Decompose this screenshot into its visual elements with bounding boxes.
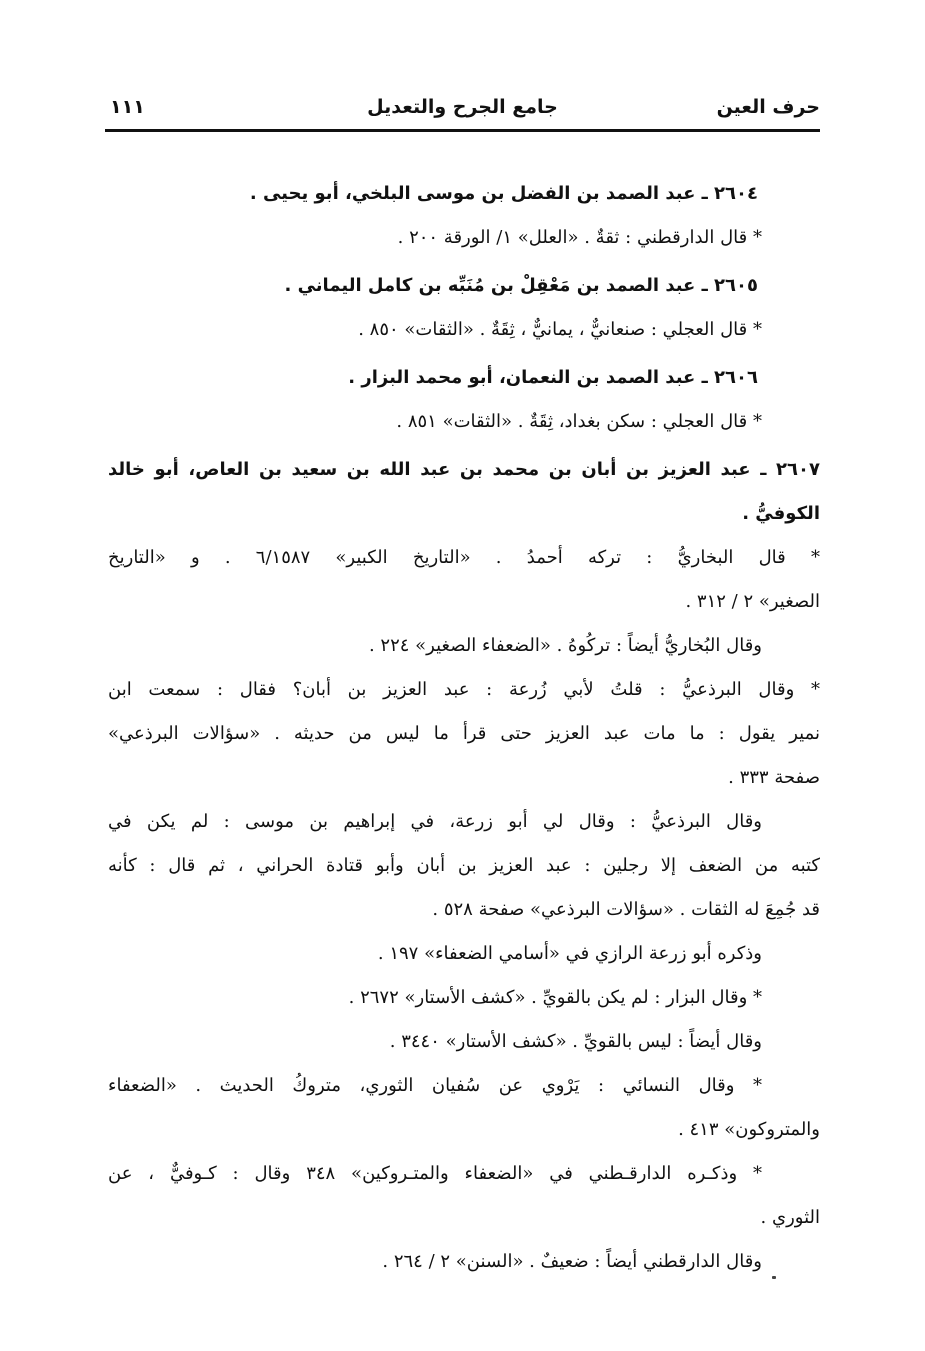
entry-2607-bardhai-2-cont: كتبه من الضعف إلا رجلين : عبد العزيز بن أبان وأبو قتادة الحراني ، ثم قال : كأنه (108, 855, 820, 876)
entry-2607-nasai: * وقال النسائي : يَرْوي عن سُفيان الثوري، متروكُ الحديث . «الضعفاء (108, 1075, 762, 1096)
page-number: ١١١ (110, 96, 145, 118)
header-rule (105, 129, 820, 132)
entry-2607-daraqutni: * وذكـره الدارقـطني في «الضعفاء والمتـروكين» ٣٤٨ وقال : كـوفيٌّ ، عن (108, 1163, 762, 1184)
entry-2606-quote: * قال العجلي : سكن بغداد، ثِقَةٌ . «الثقات» ٨٥١ . (396, 411, 762, 432)
entry-2607-bazzar: * وقال البزار : لم يكن بالقويِّ . «كشف الأستار» ٢٦٧٢ . (348, 987, 762, 1008)
entry-2607-bukhari-2: وقال البُخاريُّ أيضاً : تركُوهُ . «الضعفاء الصغير» ٢٢٤ . (368, 635, 762, 656)
entry-2606-heading: ٢٦٠٦ ـ عبد الصمد بن النعمان، أبو محمد البزار . (348, 367, 758, 388)
entry-2605-quote: * قال العجلي : صنعانيٌّ ، يمانيٌّ ، ثِقَةٌ . «الثقات» ٨٥٠ . (358, 319, 762, 340)
page-body (108, 172, 820, 1284)
entry-2607-bardhai-cont: نمير يقول : ما مات عبد العزيز حتى قرأ ما ليس من حديثه . «سؤالات البرذعي» (108, 723, 820, 744)
entry-2607-bukhari-cont: الصغير» ٢ / ٣١٢ . (685, 591, 820, 612)
entry-2607-bardhai-2-cont-2: قد جُمِعَ له الثقات . «سؤالات البرذعي» صفحة ٥٢٨ . (432, 899, 820, 920)
scan-speck (772, 1276, 776, 1279)
entry-2607-daraqutni-2: وقال الدارقطني أيضاً : ضعيفٌ . «السنن» ٢ / ٢٦٤ . (382, 1251, 762, 1272)
entry-2607-bardhai: * وقال البرذعيُّ : قلتُ لأبي زُرعة : عبد العزيز بن أبان؟ فقال : سمعت ابن (108, 679, 820, 700)
chapter-title: حرف العين (716, 96, 820, 118)
entry-2605-heading: ٢٦٠٥ ـ عبد الصمد بن مَعْقِلْ بن مُنَبِّه بن كامل اليماني . (284, 275, 758, 296)
entry-2607-heading: ٢٦٠٧ ـ عبد العزيز بن أبان بن محمد بن عبد الله بن سعيد بن العاص، أبو خالد (108, 459, 820, 480)
entry-2607-bazzar-2: وقال أيضاً : ليس بالقويِّ . «كشف الأستار» ٣٤٤٠ . (389, 1031, 762, 1052)
entry-2607-bukhari: * قال البخاريُّ : تركه أحمدُ . «التاريخ الكبير» ٦/١٥٨٧ . و «التاريخ (108, 547, 820, 568)
entry-2607-daraqutni-cont: الثوري . (760, 1207, 820, 1228)
entry-2607-bardhai-2: وقال البرذعيُّ : وقال لي أبو زرعة، في إبراهيم بن موسى : لم يكن في (108, 811, 762, 832)
book-title: جامع الجرح والتعديل (367, 96, 558, 118)
entry-2607-abu-zura: وذكره أبو زرعة الرازي في «أسامي الضعفاء» ١٩٧ . (377, 943, 762, 964)
entry-2604-heading: ٢٦٠٤ ـ عبد الصمد بن الفضل بن موسى البلخي، أبو يحيى . (249, 183, 758, 204)
entry-2604-quote: * قال الدارقطني : ثقةٌ . «العلل» ١/ الورقة ٢٠٠ . (397, 227, 762, 248)
entry-2607-heading-cont: الكوفيُّ . (742, 503, 820, 524)
page-header (105, 86, 820, 132)
entry-2607-nasai-cont: والمتروكون» ٤١٣ . (678, 1119, 820, 1140)
entry-2607-bardhai-cont-2: صفحة ٣٣٣ . (728, 767, 820, 788)
